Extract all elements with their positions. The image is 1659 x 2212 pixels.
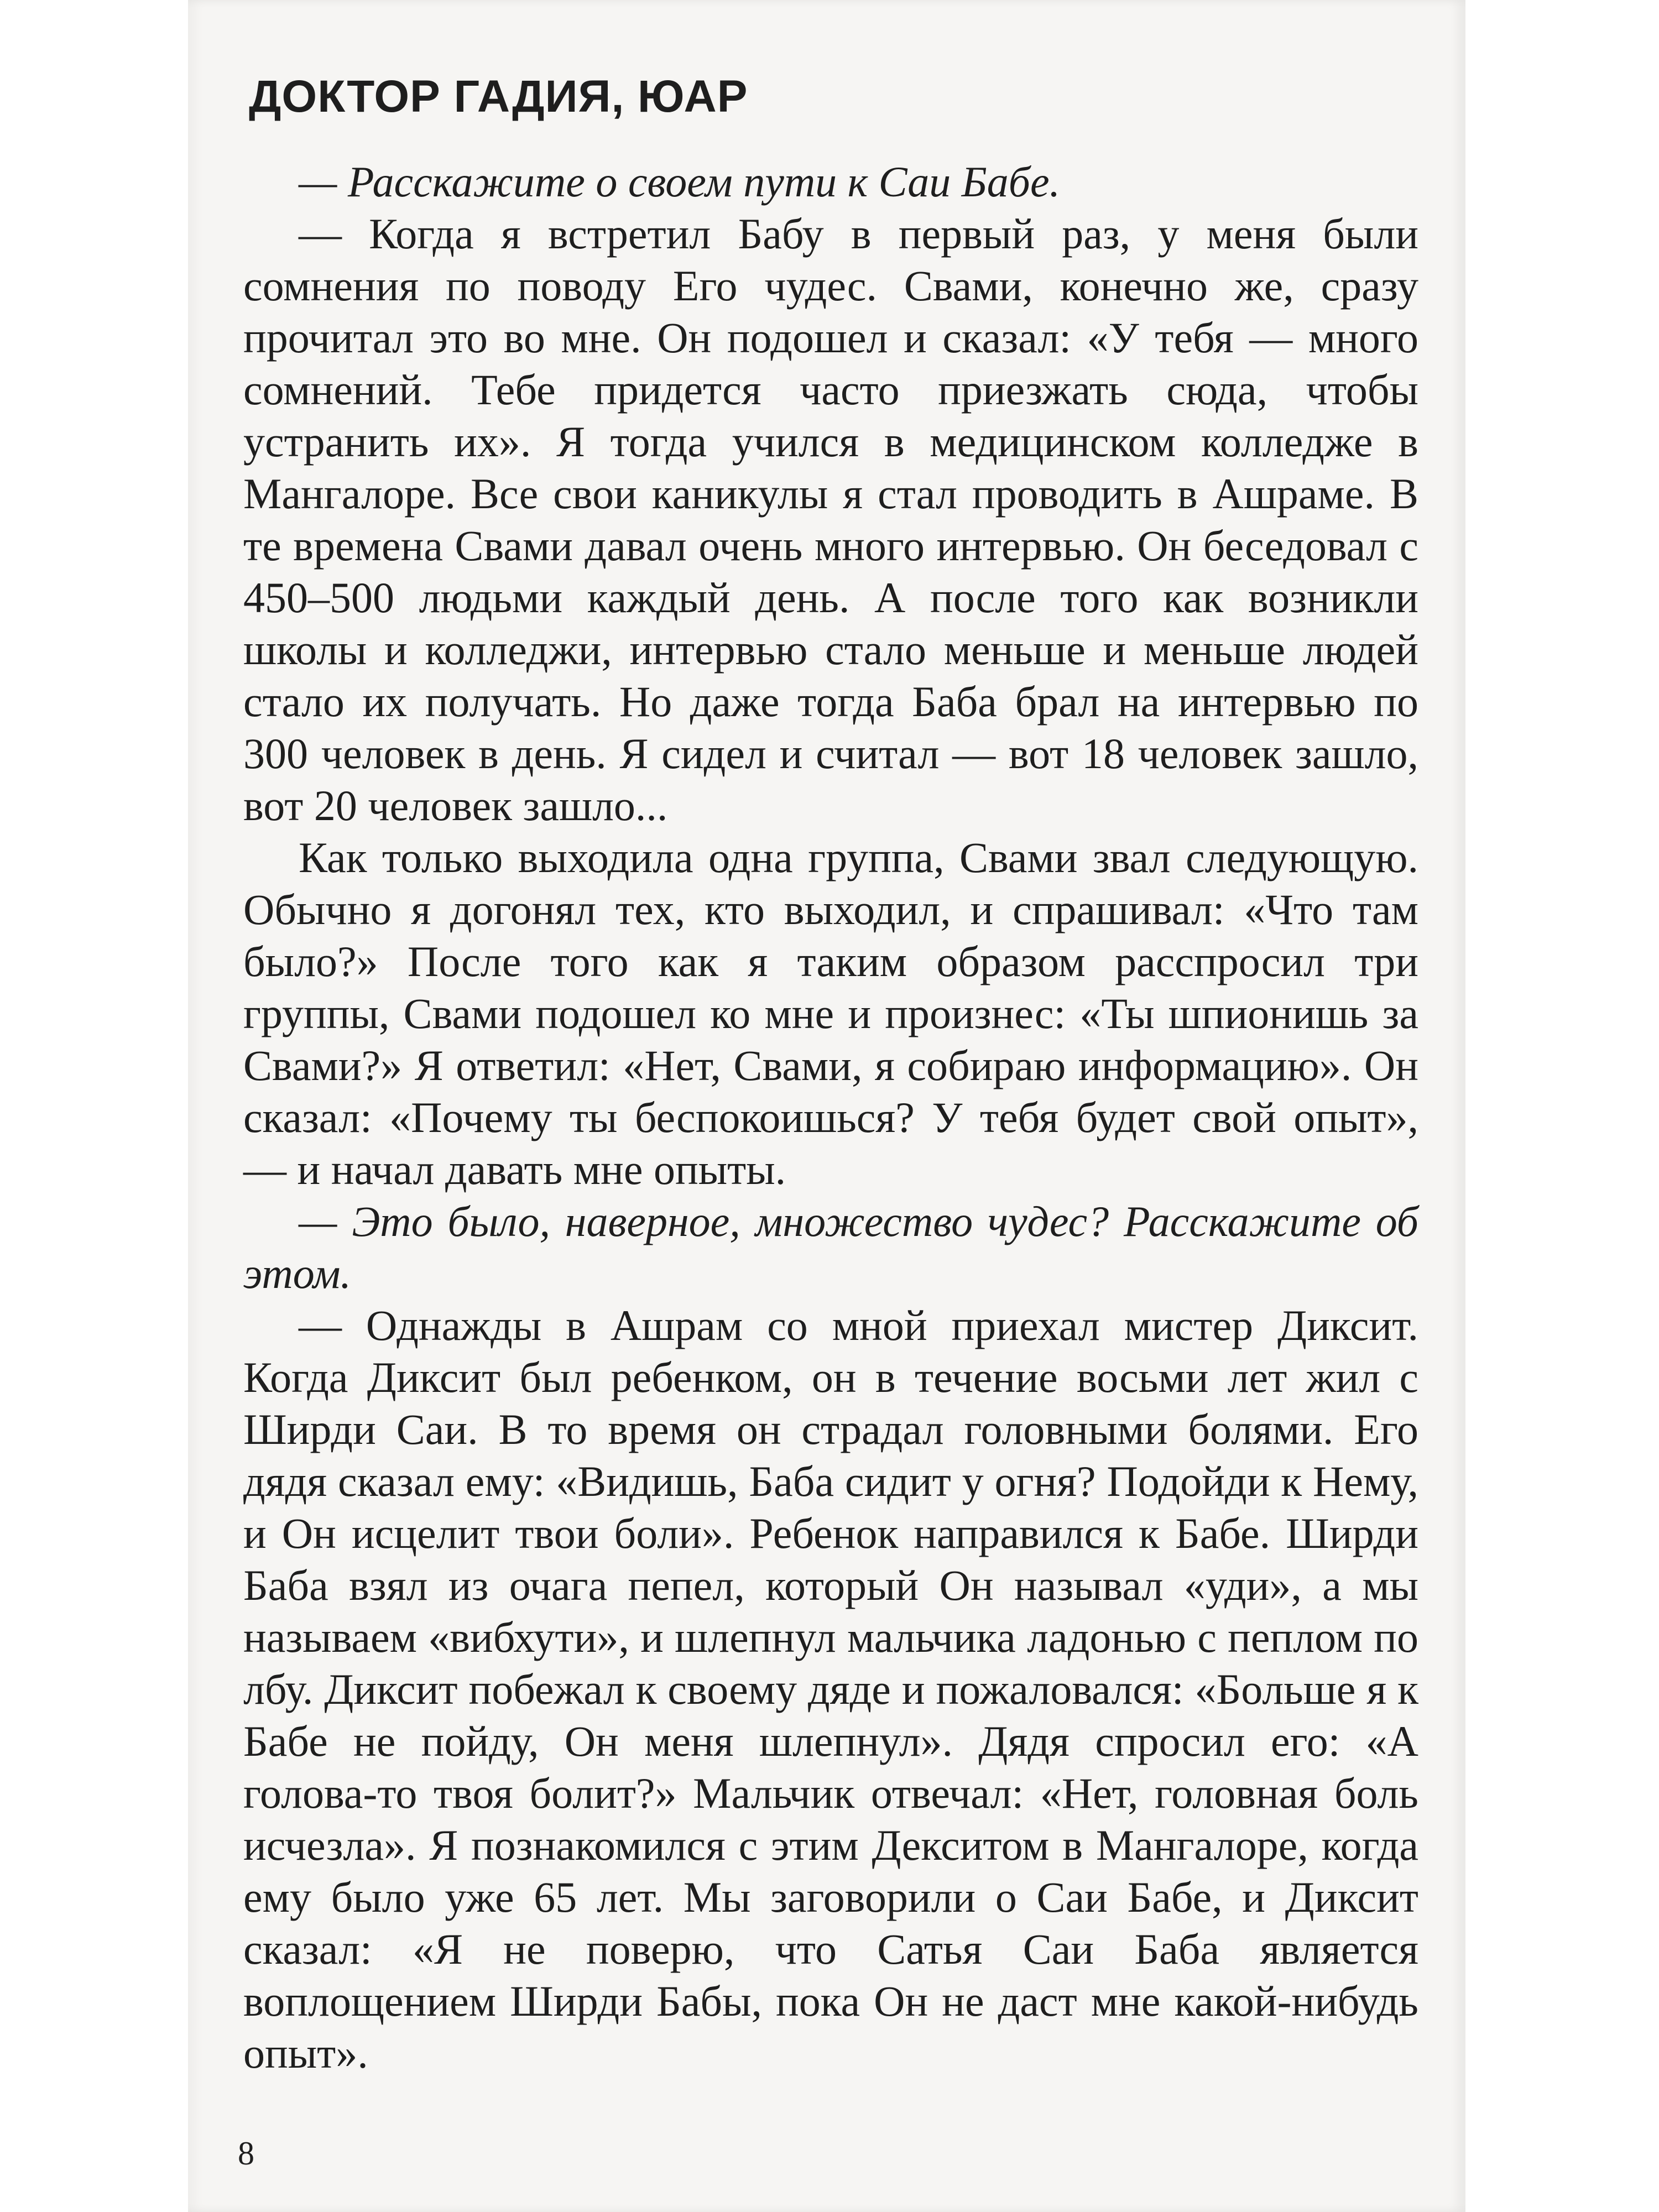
interview-question: — Расскажите о своем пути к Саи Бабе.: [299, 158, 1061, 206]
book-page: [188, 0, 1465, 2212]
interview-answer: — Когда я встретил Бабу в первый раз, у меня были сомнения по поводу Его чудес. Свами, конечно же, сразу прочитал это во мне. Он подошел и сказал: «У тебя — много сомнений. Тебе придется часто приезжать сюда, чтобы устранить их». Я тогда учился в медицинском колледже в Мангалоре. Все свои каникулы я стал проводить в Ашраме. В те времена Свами давал очень много интервью. Он беседовал с 450–500 людьми каждый день. А после того как возникли школы и колледжи, интервью стало меньше и меньше людей стало их получать. Но даже тогда Баба брал на интервью по 300 человек в день. Я сидел и считал — вот 18 человек зашло, вот 20 человек зашло...: [243, 210, 1418, 830]
page-number: 8: [238, 2135, 254, 2172]
chapter-heading: ДОКТОР ГАДИЯ, ЮАР: [249, 71, 748, 122]
text-column: [243, 72, 1418, 2079]
interview-answer: — Однажды в Ашрам со мной приехал мистер Диксит. Когда Диксит был ребенком, он в течение восьми лет жил с Ширди Саи. В то время он страдал головными болями. Его дядя сказал ему: «Видишь, Баба сидит у огня? Подойди к Нему, и Он исцелит твои боли». Ребенок направился к Бабе. Ширди Баба взял из очага пепел, который Он называл «уди», а мы называем «вибхути», и шлепнул мальчика ладонью с пеплом по лбу. Диксит побежал к своему дяде и пожаловался: «Больше я к Бабе не пойду, Он меня шлепнул». Дядя спросил его: «А голова-то твоя болит?» Мальчик отвечал: «Нет, головная боль исчезла». Я познакомился с этим Декситом в Мангалоре, когда ему было уже 65 лет. Мы заговорили о Саи Бабе, и Диксит сказал: «Я не поверю, что Сатья Саи Баба является воплощением Ширди Бабы, пока Он не даст мне какой-нибудь опыт».: [243, 1301, 1418, 2078]
interview-question: — Это было, наверное, множество чудес? Расскажите об этом.: [243, 1197, 1418, 1298]
body-paragraph: Как только выходила одна группа, Свами звал следующую. Обычно я догонял тех, кто выходил, и спрашивал: «Что там было?» После того как я таким образом расспросил три группы, Свами подошел ко мне и произнес: «Ты шпионишь за Свами?» Я ответил: «Нет, Свами, я собираю информацию». Он сказал: «Почему ты беспокоишься? У тебя будет свой опыт», — и начал давать мне опыты.: [243, 833, 1418, 1194]
